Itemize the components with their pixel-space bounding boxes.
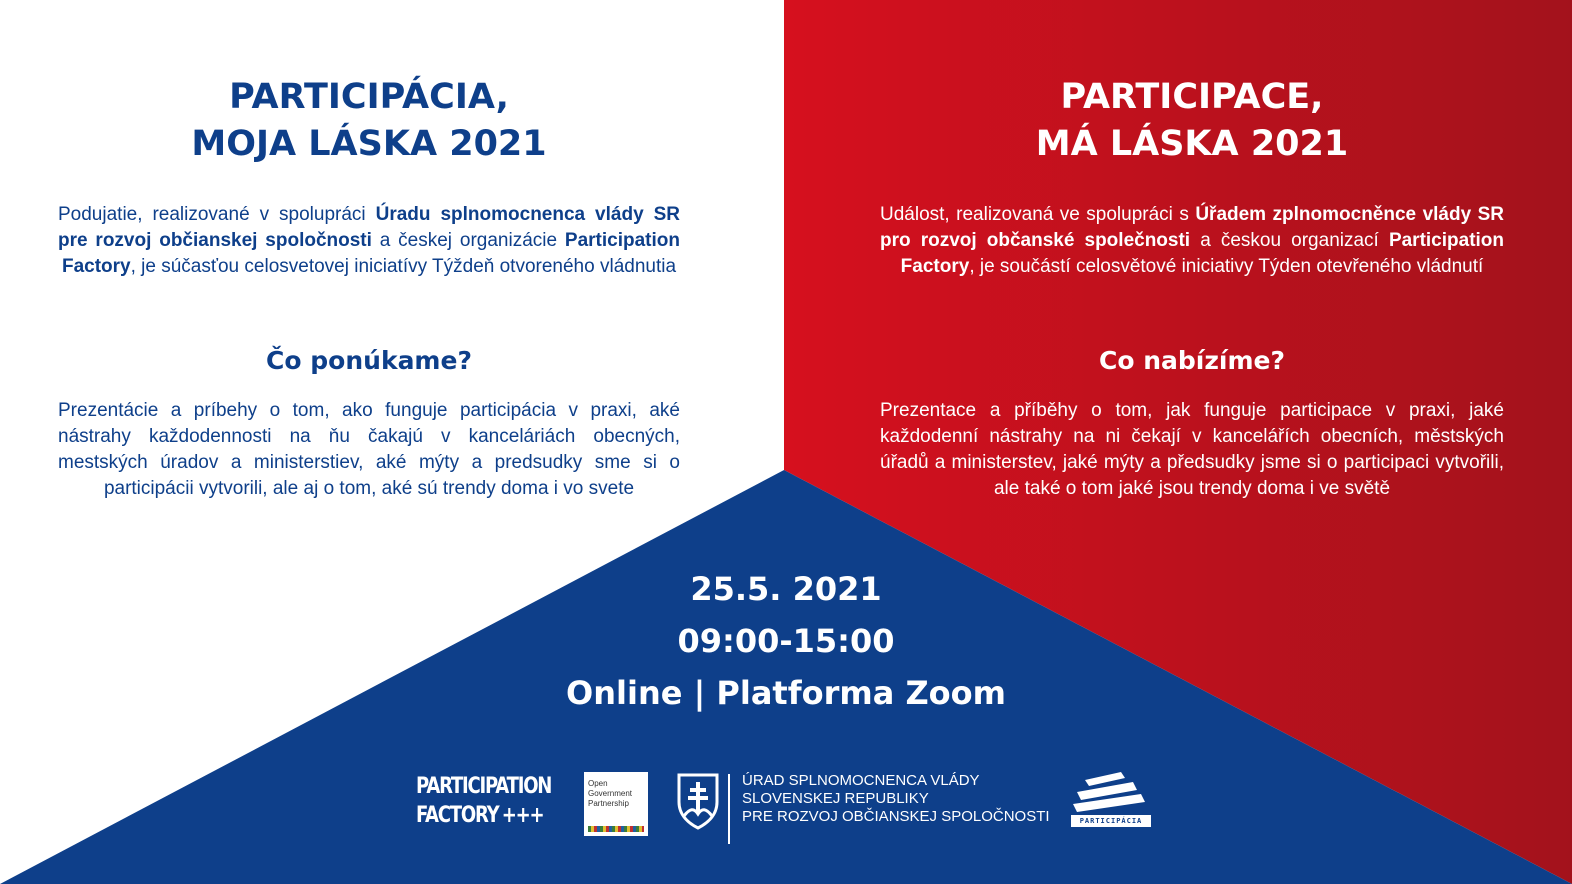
slovak-intro-part3: , je súčasťou celosvetovej iniciatívy Týždeň otvoreného vládnutia (130, 256, 677, 277)
slovak-intro-part1: Podujatie, realizované v spolupráci (58, 204, 376, 225)
pf-logo-line2 (416, 801, 551, 830)
slovak-intro-office: Úradu splnomocnenca vlády SR pre rozvoj občianskej spoločnosti (58, 204, 680, 251)
ogp-line3: Partnership (588, 799, 629, 808)
slovak-crest-icon (676, 772, 720, 830)
czech-intro-part2: a českou organizací (1190, 230, 1389, 251)
czech-intro-part3: , je součástí celosvětové iniciativy Týden otevřeného vládnutí (969, 256, 1484, 277)
slovak-intro (58, 202, 680, 280)
slovak-title-line2: MOJA LÁSKA 2021 (191, 124, 547, 164)
ogp-line2: Government (588, 789, 633, 798)
pf-logo-mark: +++ (501, 803, 544, 828)
czech-offer-text: Prezentace a příběhy o tom, jak funguje participace v praxi, jaké každodenní nástrahy na ni čekají v kancelářích obecních, městských úřadů a ministerstev, jaké mýty a předsudky jsme si o participaci vytvořili, ale také o tom jaké jsou trendy doma i ve světě (880, 400, 1504, 499)
czech-offer-heading: Co nabízíme? (1099, 346, 1285, 375)
participacia-label: PARTICIPÁCIA (1071, 815, 1151, 827)
slovak-intro-org: Participation Factory (61, 230, 680, 277)
slovak-offer-body (58, 398, 680, 502)
czech-intro-text (880, 202, 1504, 280)
slovak-offer (58, 345, 680, 377)
office-logo-text (742, 772, 1050, 826)
pf-logo-word: FACTORY (416, 803, 499, 828)
ogp-color-bar (588, 826, 644, 832)
event-venue: Online | Platforma Zoom (566, 674, 1006, 712)
czech-title (880, 74, 1504, 168)
event-info (486, 563, 1086, 719)
slovak-intro-part2: a českej organizácie (371, 230, 565, 251)
slovak-offer-heading: Čo ponúkame? (266, 346, 472, 375)
office-line3: PRE ROZVOJ OBČIANSKEJ SPOLOČNOSTI (742, 808, 1050, 825)
pf-logo-line1: PARTICIPATION (416, 774, 552, 799)
slovak-column (58, 74, 680, 168)
czech-intro (880, 202, 1504, 280)
office-line2: SLOVENSKEJ REPUBLIKY (742, 790, 929, 807)
czech-title-line1: PARTICIPACE, (1060, 77, 1324, 117)
ogp-logo-icon (584, 772, 648, 836)
czech-intro-part1: Událost, realizovaná ve spolupráci s (880, 204, 1196, 225)
participation-factory-logo-icon (416, 772, 551, 830)
czech-intro-org: Participation Factory (900, 230, 1505, 277)
slovak-title-line1: PARTICIPÁCIA, (229, 77, 509, 117)
logo-divider (728, 774, 730, 844)
slovak-offer-text: Prezentácie a príbehy o tom, ako funguje participácia v praxi, aké nástrahy každodennosti na ňu čakajú v kanceláriách obecných, mestských úradov a ministerstiev, aké mýty a predsudky sme si o participácii vytvorili, ale aj o tom, aké sú trendy doma i vo svete (58, 400, 680, 499)
czech-intro-office: Úřadem zplnomocněnce vlády SR pro rozvoj občanské společnosti (880, 204, 1504, 251)
ogp-line1: Open (588, 779, 608, 788)
czech-offer (880, 345, 1504, 377)
event-date: 25.5. 2021 (690, 570, 882, 608)
participacia-logo-icon (1071, 770, 1153, 840)
event-time: 09:00-15:00 (677, 622, 895, 660)
partner-logos (416, 768, 1156, 846)
office-line1: ÚRAD SPLNOMOCNENCA VLÁDY (742, 772, 980, 789)
czech-column (880, 74, 1504, 168)
czech-title-line2: MÁ LÁSKA 2021 (1035, 124, 1349, 164)
slovak-title (58, 74, 680, 168)
slovak-intro-text (58, 202, 680, 280)
czech-offer-body (880, 398, 1504, 502)
